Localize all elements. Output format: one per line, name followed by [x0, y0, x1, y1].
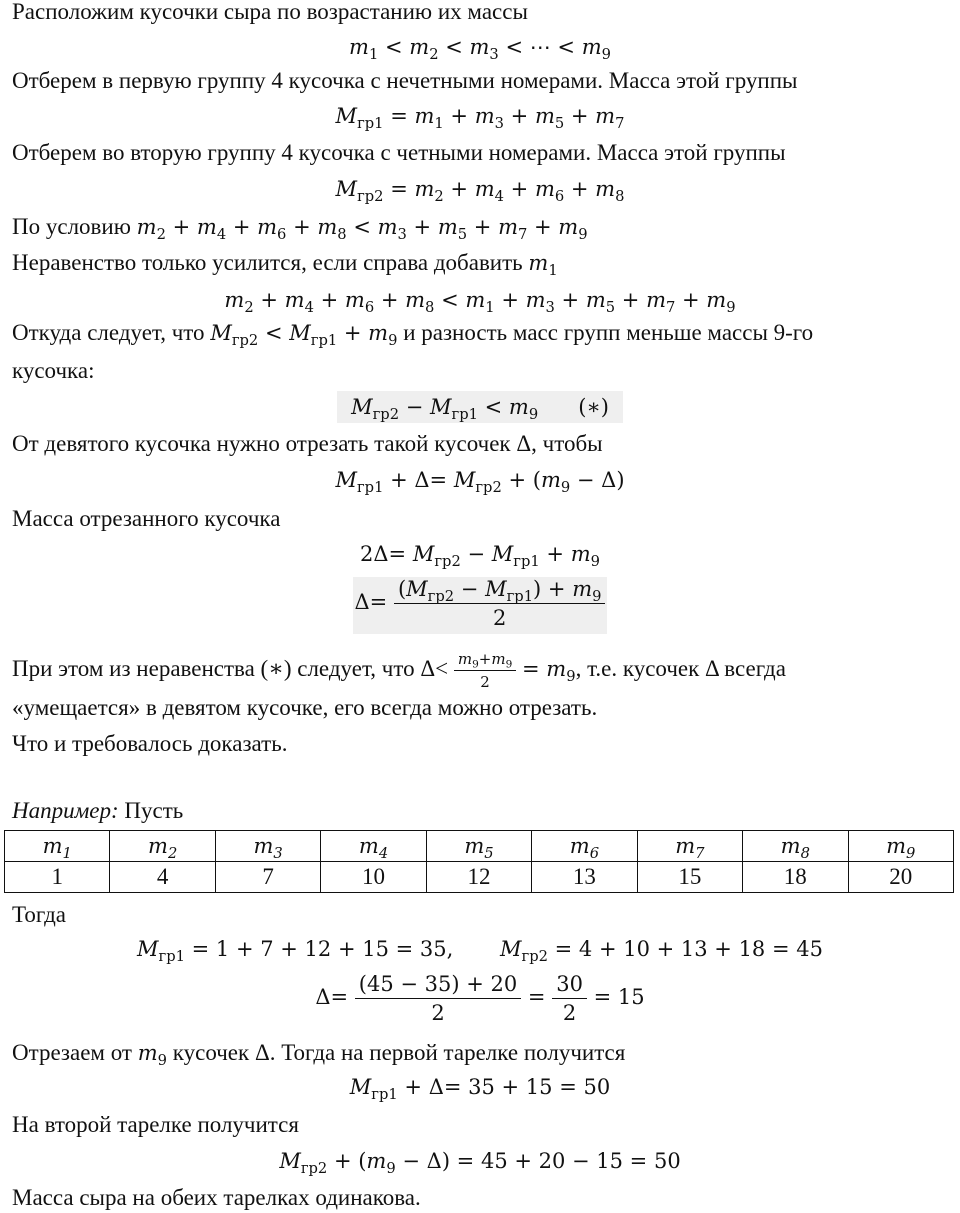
example-delta-numerator: (45 − 35) + 20	[358, 972, 518, 996]
text-fits: «умещается» в девятом кусочке, его всегда можно отрезать.	[12, 695, 598, 720]
formula-twodelta: $2\Delta= M_{гр2} - M_{гр1} + m_9$	[360, 542, 600, 571]
formula-strengthened: $m_2 + m_4 + m_6 + m_8 < m_1 + m_3 + m_5 + m_7 + m_9$	[224, 288, 736, 317]
table-header-cell: $m_1$	[5, 831, 110, 862]
text-intro: Расположим кусочки сыра по возрастанию их массы	[12, 0, 528, 24]
table-header-row	[5, 831, 954, 862]
table-cell: 1	[5, 862, 110, 893]
text-qed: Что и требовалось доказать.	[12, 731, 288, 756]
table-cell: 12	[426, 862, 531, 893]
table-header-cell: $m_2$	[110, 831, 215, 862]
small-fraction: $\frac{m_9+m_9}{2}$	[454, 650, 516, 691]
table-header-cell: $m_3$	[215, 831, 320, 862]
table-header-cell: $m_9$	[848, 831, 954, 862]
condition-label: По условию	[12, 214, 131, 239]
table-header-cell: $m_6$	[532, 831, 637, 862]
text-second-plate: На второй тарелке получится	[12, 1112, 299, 1137]
cut-label-b: кусочек Δ. Тогда на первой тарелке получится	[172, 1040, 626, 1065]
table-row	[5, 862, 954, 893]
formula-order: $m_1 < m_2 < m_3$ < ⋯ < $m_9$	[349, 35, 611, 64]
table-header-cell: $m_5$	[426, 831, 531, 862]
formula-delta: Δ= $\frac{(M_{гр2} - M_{гр1}) + m_9}{2}$	[0, 577, 960, 634]
formula-plate1: $M_{гр1} + \Delta= 35 + 15 = 50$	[349, 1075, 611, 1104]
follows-label-b: и разность масс групп меньше массы 9-го	[403, 320, 814, 345]
formula-mgr1: $M_{гр1} = m_1 + m_3 + m_5 + m_7$	[335, 104, 625, 133]
example-delta-result: = 15	[593, 985, 645, 1009]
text-group2: Отберем во вторую группу 4 кусочка с четными номерами. Масса этой группы	[12, 140, 786, 165]
table-cell: 20	[848, 862, 954, 893]
table-cell: 15	[637, 862, 742, 893]
cut-label-a: Отрезаем от	[12, 1040, 132, 1065]
table-header-cell: $m_8$	[743, 831, 848, 862]
text-cut-rule: От девятого кусочка нужно отрезать такой кусочек Δ, чтобы	[12, 431, 603, 456]
formula-condition: $m_2 + m_4 + m_6 + m_8 < m_3 + m_5 + m_7 + m_9$	[136, 215, 588, 244]
text-cut-example: Отрезаем от $m_9$ кусочек Δ. Тогда на первой тарелке получится	[12, 1040, 626, 1070]
example-delta-denominator2: 2	[552, 998, 587, 1025]
text-condition	[12, 213, 588, 244]
text-inequality-follows: При этом из неравенства (∗) следует, что Δ< $\frac{m_9+m_9}{2}$ = $m_9$, т.е. кусочек Δ всегда	[12, 650, 786, 691]
text-piece: кусочка:	[12, 358, 95, 383]
formula-example-delta: Δ= $\frac{(45 - 35) + 20}{2}$ = $\frac{30}{2}$ = 15	[315, 972, 645, 1025]
text-group1: Отберем в первую группу 4 кусочка с нечетными номерами. Масса этой группы	[12, 68, 798, 93]
table-header-cell: $m_7$	[637, 831, 742, 862]
text-final: Масса сыра на обеих тарелках одинакова.	[12, 1185, 421, 1210]
ineq-label-b: , т.е. кусочек Δ всегда	[575, 655, 786, 681]
example-delta-numerator2: 30	[556, 972, 583, 996]
strengthen-label: Неравенство только усилится, если справа добавить	[12, 250, 523, 275]
formula-balance: $M_{гр1} + \Delta= M_{гр2} + (m_9 - \Delta)$	[335, 468, 625, 497]
text-then: Тогда	[12, 902, 67, 927]
table-header-cell: $m_4$	[321, 831, 426, 862]
table-cell: 7	[215, 862, 320, 893]
text-follows: Откуда следует, что $M_{гр2} < M_{гр1} + m_9$ и разность масс групп меньше массы 9-го	[12, 320, 814, 350]
table-cell: 10	[321, 862, 426, 893]
table-cell: 4	[110, 862, 215, 893]
example-table	[4, 830, 954, 893]
example-delta-denominator: 2	[355, 998, 521, 1025]
text-cut-mass: Масса отрезанного кусочка	[12, 506, 281, 531]
table-cell: 13	[532, 862, 637, 893]
example-label: Например:	[12, 798, 119, 823]
text-strengthen: Неравенство только усилится, если справа добавить $m_1$	[12, 250, 558, 280]
formula-plate2: $M_{гр2} + (m_9 - \Delta) = 45 + 20 - 15 = 50$	[279, 1149, 681, 1178]
follows-label-a: Откуда следует, что	[12, 320, 205, 345]
ineq-label-a: При этом из неравенства (∗) следует, что Δ<	[12, 655, 449, 681]
formula-mgr2: $M_{гр2} = m_2 + m_4 + m_6 + m_8$	[335, 177, 625, 206]
formula-diff: $M_{гр2} - M_{гр1} < m_9$ (∗)	[0, 393, 960, 421]
formula-example-groups: $M_{гр1} = 1 + 7 + 12 + 15 = 35$, $M_{гр2} = 4 + 10 + 13 + 18 = 45$	[137, 937, 823, 966]
text-example	[12, 797, 183, 825]
example-let: Пусть	[124, 798, 184, 823]
table-cell: 18	[743, 862, 848, 893]
